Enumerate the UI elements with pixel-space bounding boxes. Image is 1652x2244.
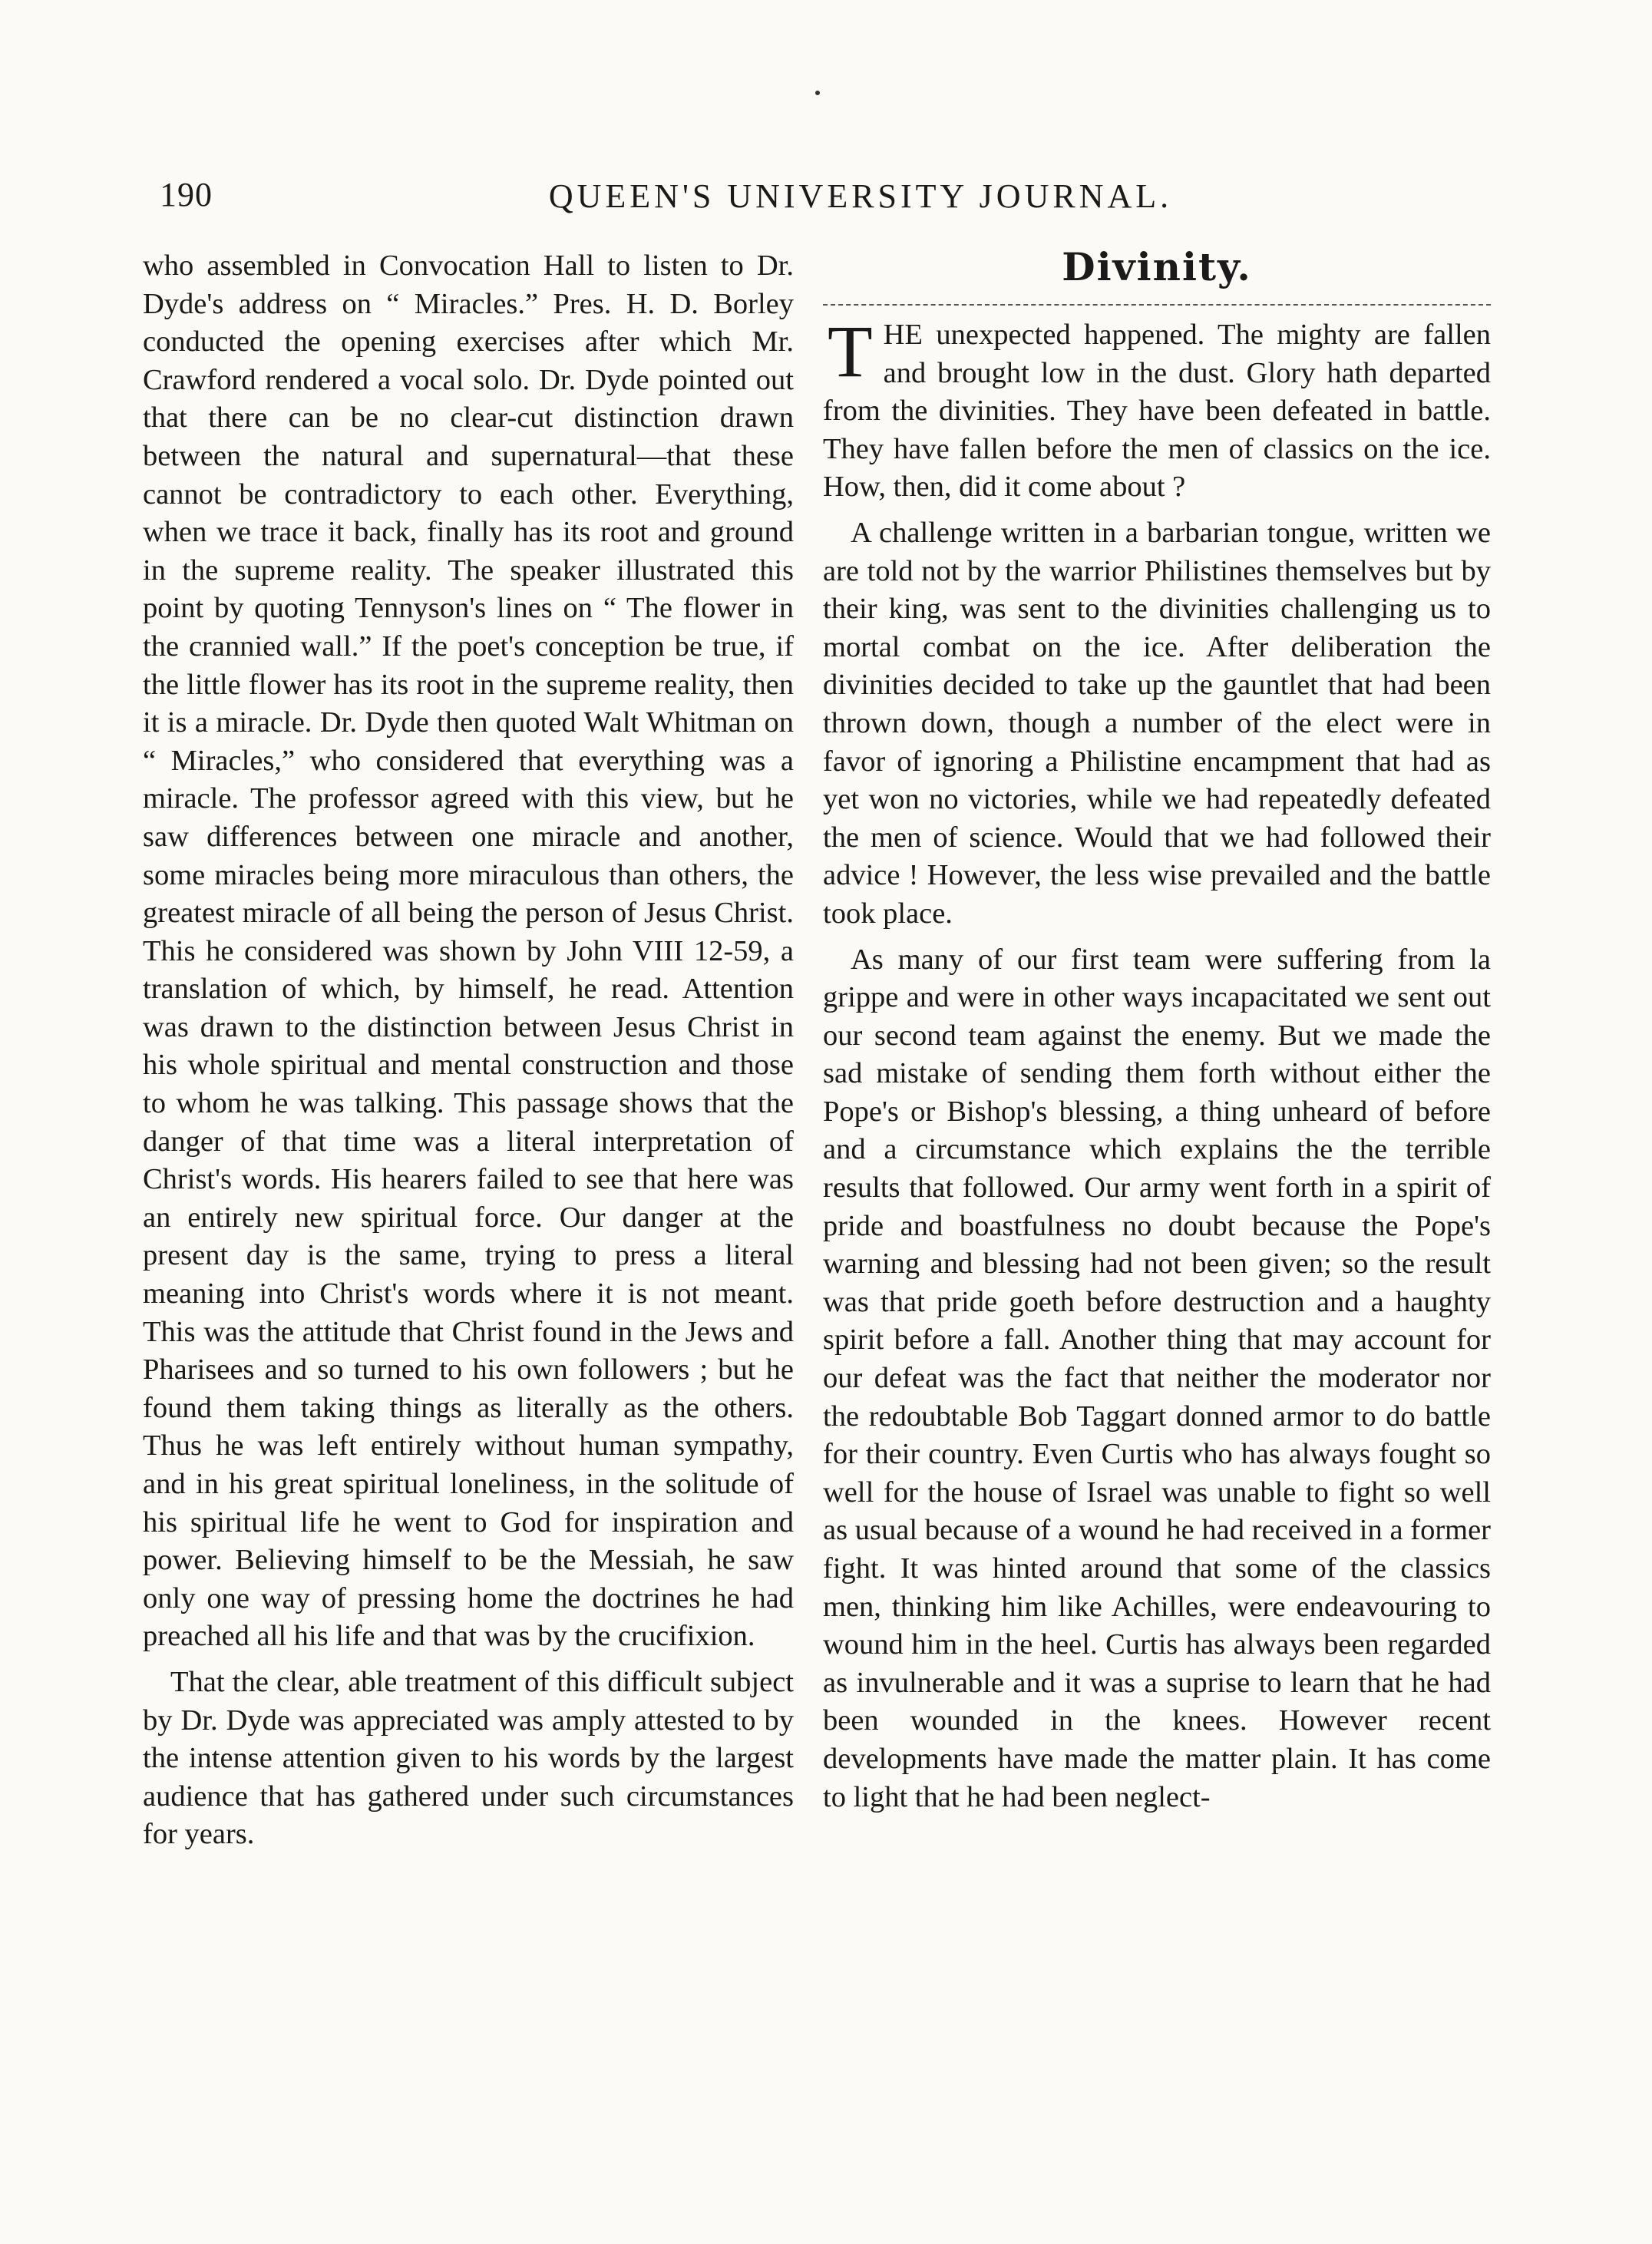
right-paragraph-2: A challenge written in a barbarian tongue, written we are told not by the warrior Philistines themselves but by their king, was sent to the divinities challenging us to mortal combat on the ice. After deliberation the divinities decided to take up the gauntlet that had been thrown down, though a number of the elect were in favor of ignoring a Philistine encampment that had as yet won no victories, while we had repeatedly defeated the men of science. Would that we had followed their advice ! However, the less wise prevailed and the battle took place. [823, 516, 1491, 930]
drop-cap: T [828, 310, 873, 392]
left-column [143, 247, 794, 1854]
right-paragraph-1-text: HE unexpected happened. The mighty are fallen and brought low in the dust. Glory hath departed from the divinities. They have been defeated in battle. They have fallen before the men of classics on the ice. How, then, did it come about ? [823, 319, 1491, 504]
page-number: 190 [160, 176, 213, 213]
right-column [823, 244, 1491, 1816]
section-title: Divinity. [1062, 244, 1252, 289]
right-paragraph-3: As many of our first team were suffering from la grippe and were in other ways incapacitated we sent out our second team against the enemy. But we made the sad mistake of sending them forth without either the Pope's or Bishop's blessing, a thing unheard of before and a circumstance which explains the the terrible results that followed. Our army went forth in a spirit of pride and boastfulness no doubt because the Pope's warning and blessing had not been given; so the result was that pride goeth before destruction and a haughty spirit before a fall. Another thing that may account for our defeat was the fact that neither the moderator nor the redoubtable Bob Taggart donned armor to do battle for their country. Even Curtis who has always fought so well for the house of Israel was unable to fight so well as usual because of a wound he had received in a former fight. It was hinted around that some of the classics men, thinking him like Achilles, were endeavouring to wound him in the heel. Curtis has always been regarded as invulnerable and it was a suprise to learn that he had been wounded in the knees. However recent developments have made the matter plain. It has come to light that he had been neglect- [823, 943, 1491, 1813]
left-paragraph-2: That the clear, able treatment of this difficult subject by Dr. Dyde was appreciated was amply attested to by the intense attention given to his words by the largest audience that has gathered under such circumstances for years. [143, 1665, 794, 1851]
left-paragraph-1: who assembled in Convocation Hall to listen to Dr. Dyde's address on “ Miracles.” Pres. H. D. Borley conducted the opening exercises after which Mr. Crawford rendered a vocal solo. Dr. Dyde pointed out that there can be no clear-cut distinction drawn between the natural and supernatural—that these cannot be contradictory to each other. Everything, when we trace it back, finally has its root and ground in the supreme reality. The speaker illustrated this point by quoting Tennyson's lines on “ The flower in the crannied wall.” If the poet's conception be true, if the little flower has its root in the supreme reality, then it is a miracle. Dr. Dyde then quoted Walt Whitman on “ Miracles,” who considered that everything was a miracle. The professor agreed with this view, but he saw differences between one miracle and another, some miracles being more miraculous than others, the greatest miracle of all being the person of Jesus Christ. This he considered was shown by John VIII 12-59, a translation of which, by himself, he read. Attention was drawn to the distinction between Jesus Christ in his whole spiritual and mental construction and those to whom he was talking. This passage shows that the danger of that time was a literal interpretation of Christ's words. His hearers failed to see that here was an entirely new spiritual force. Our danger at the present day is the same, trying to press a literal meaning into Christ's words where it is not meant. This was the attitude that Christ found in the Jews and Pharisees and so turned to his own followers ; but he found them taking things as literally as the others. Thus he was left entirely without human sympathy, and in his great spiritual loneliness, in the solitude of his spiritual life he went to God for inspiration and power. Believing himself to be the Messiah, he saw only one way of pressing home the doctrines he had preached all his life and that was by the crucifixion. [143, 250, 794, 1653]
section-rule [823, 304, 1491, 306]
right-paragraph-1 [823, 310, 1491, 507]
print-speck [815, 91, 820, 95]
running-head: QUEEN'S UNIVERSITY JOURNAL. [548, 177, 1173, 215]
